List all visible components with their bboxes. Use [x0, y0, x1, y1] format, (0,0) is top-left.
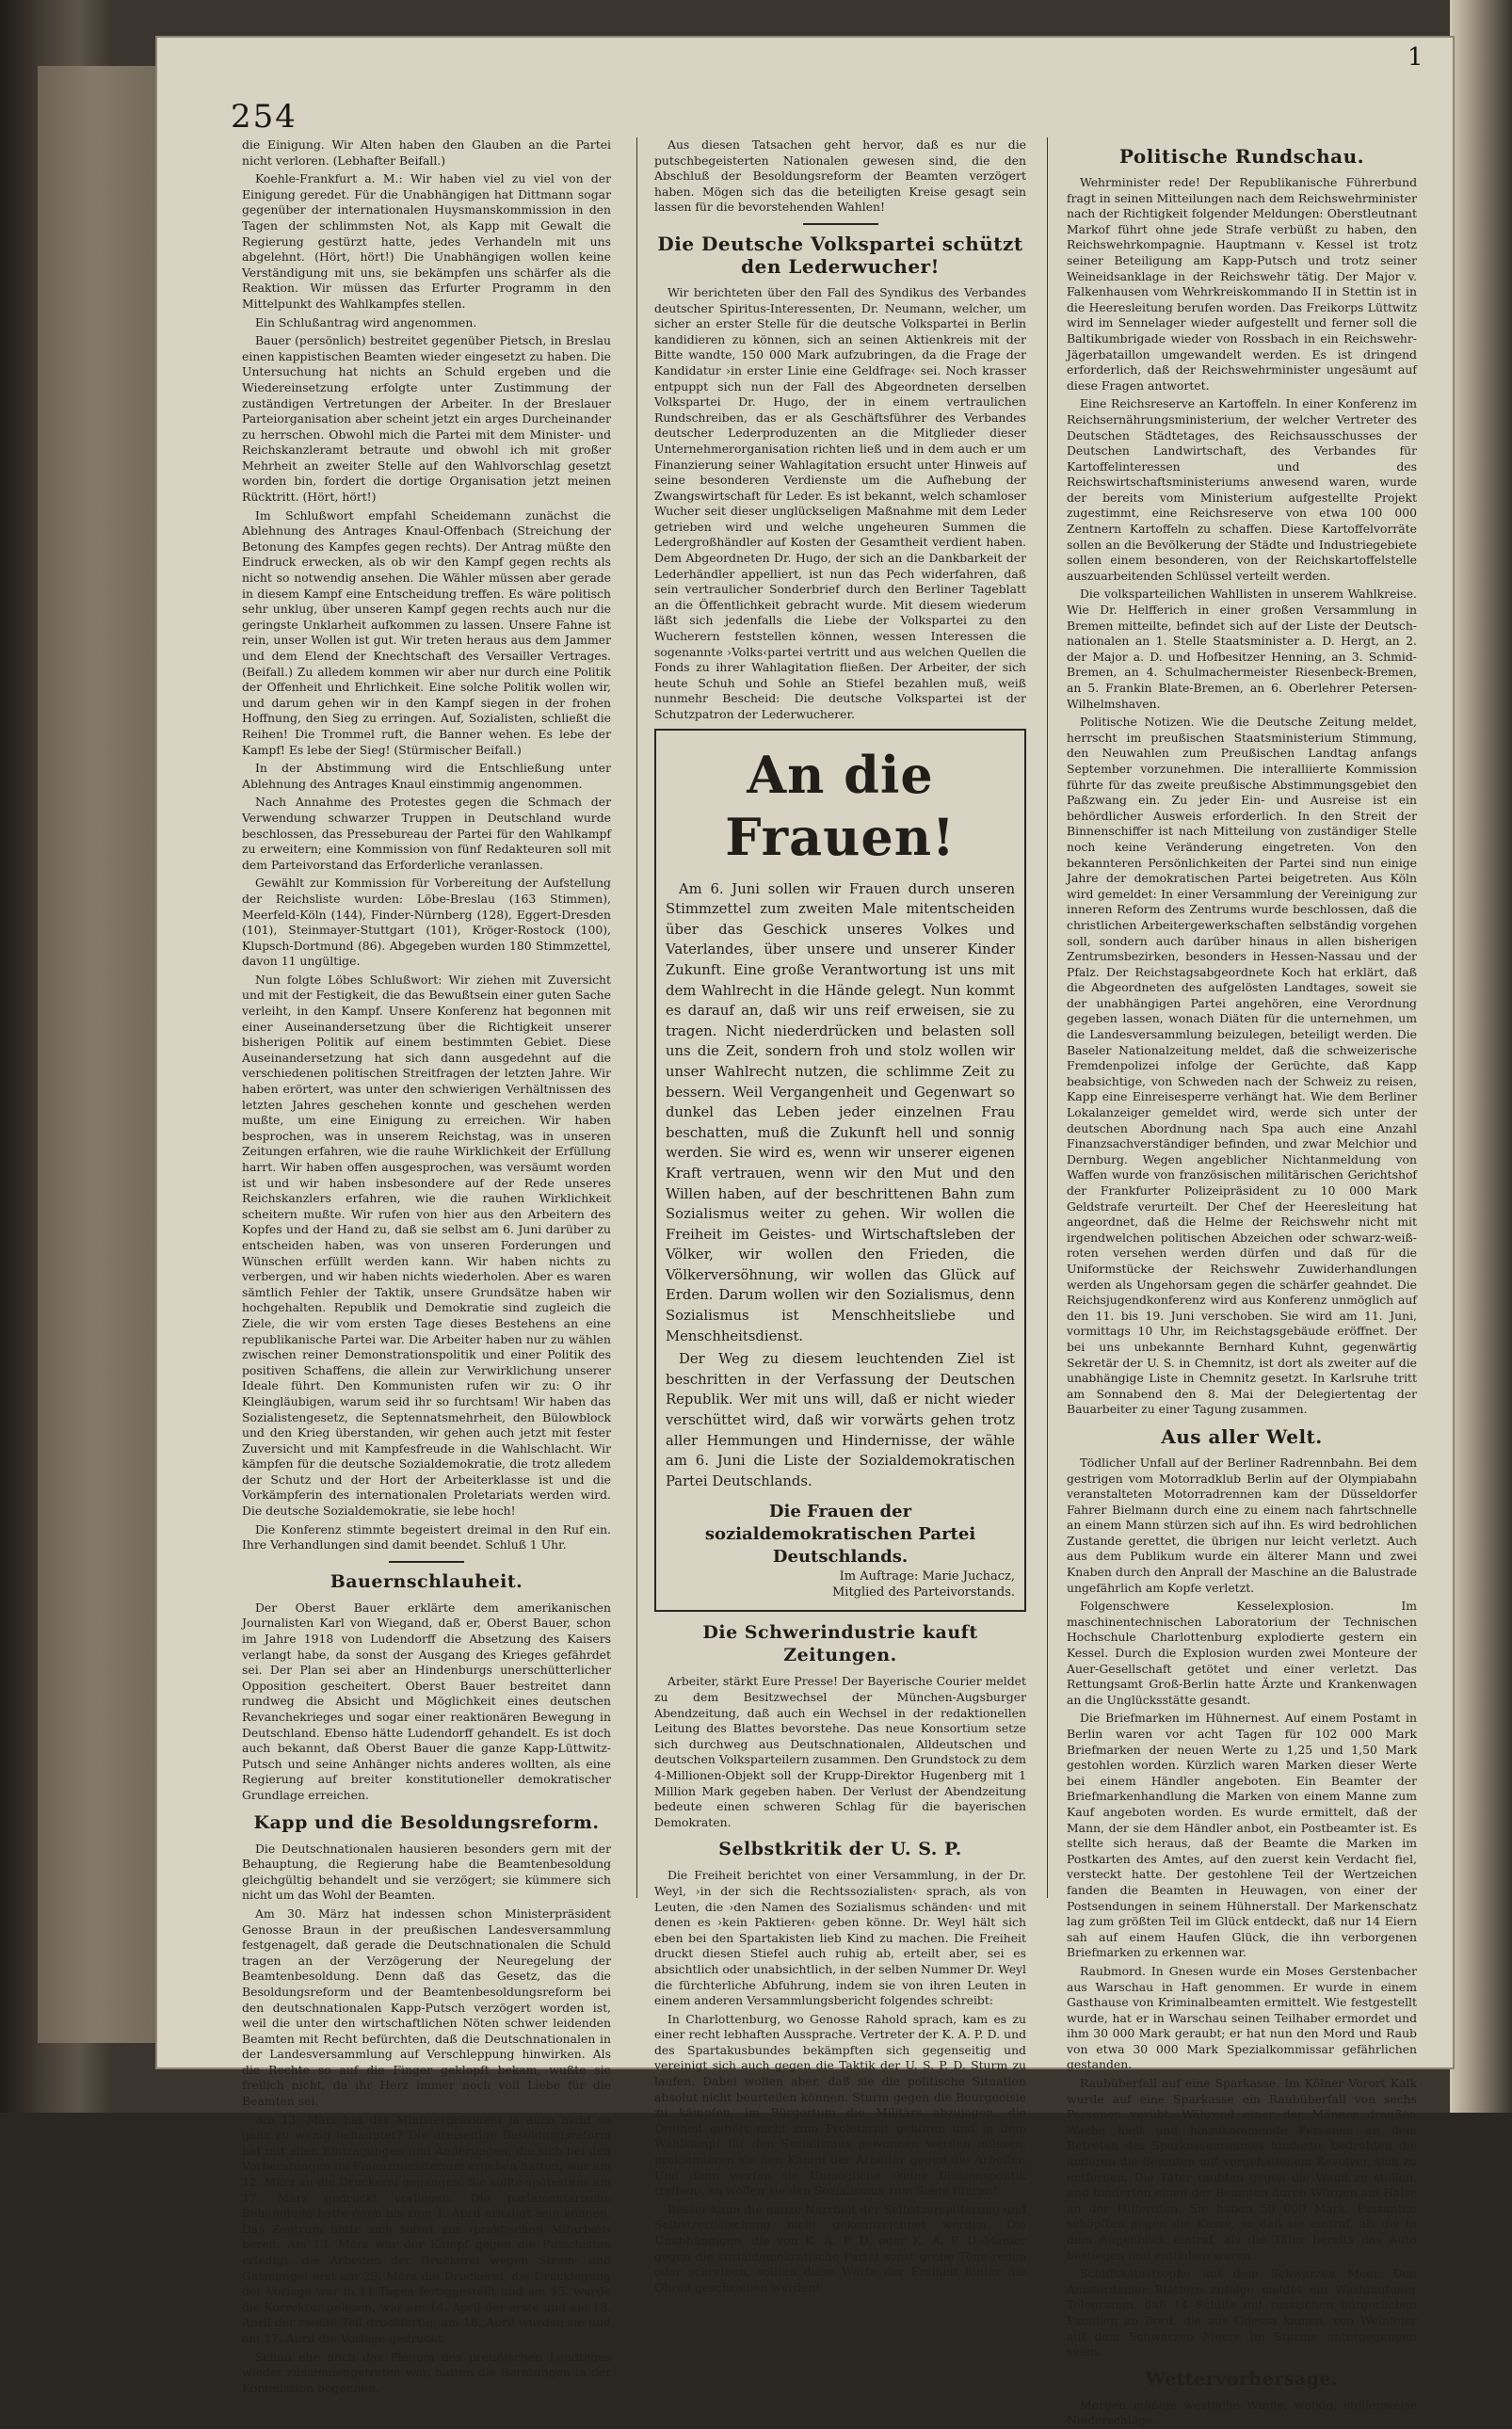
- paragraph: Politische Notizen. Wie die Deutsche Zeitung meldet, herrscht im preußischen Staatsministerium Stimmung, den Neuwahlen zum Preußischen Landtag anfangs September vorzunehmen. Die interalliierte Kommission führte für das zweite preußische Abstimmungsgebiet den Paßzwang ein. Zu jeder Ein- und Ausreise ist ein behördlicher Ausweis erforderlich. In den Streit der Binnenschiffer ist nach Mitteilung von zuständiger Stelle noch keine Veränderung eingetreten. Von den bekannteren Persönlichkeiten der Partei sind nun einige Jahre der demokratischen Partei beigetreten. Aus Köln wird gemeldet: In einer Versammlung der Vereinigung zur inneren Reform des Zentrums wurde beschlossen, daß die christlichen Arbeitergewerkschaften selbständig vorgehen soll, sondern auch darüber hinaus in allen bisherigen Zentrumsbezirken, besonders in Hessen-Nassau und der Pfalz. Der Reichstagsabgeordnete Koch hat erklärt, daß die Abgeordneten des aufgelösten Landtages, soweit sie der unabhängigen Partei angehören, eine Verordnung gegeben lassen, wonach Diäten für die unternehmen, um die Landesversammlung beizulegen, beteiligt werden. Die Baseler Nationalzeitung meldet, daß die schweizerische Fremdenpolizei infolge der Gerüchte, daß Kapp beabsichtige, von Schweden nach der Schweiz zu reisen, Kapp eine Einreisesperre verhängt hat. Wie dem Berliner Lokalanzeiger gemeldet wird, werde sich unter der deutschen Abordnung nach Spa auch eine Anzahl Finanzsachverständiger befinden, und zwar Melchior und Dernburg. Wegen angeblicher Nichtanmeldung von Waffen wurde von französischen militärischen Gerichtshof der Frankfurter Polizeipräsident zu 10 000 Mark Geldstrafe verurteilt. Der Chef der Heeresleitung hat angeordnet, daß die Helme der Reichswehr nicht mit irgendwelchen politischen Abzeichen oder schwarz-weiß-roten versehen werden dürfen und daß für die Uniformstücke der Reichswehr Zuwiderhandlungen werden als Ungehorsam gegen die schärfer geahndet. Die Reichsjugendkonferenz wird aus Konferenz unmöglich auf den 11. bis 19. Juni verschoben. Sie wird am 11. Juni, vormittags 10 Uhr, im Reichstagsgebäude eröffnet. Der bei uns unbekannte Bernhard Kuhnt, gegenwärtig Sekretär der U. S. in Chemnitz, ist dort als zweiter auf die unabhängige Liste in Chemnitz gesetzt. In Karlsruhe tritt am Sonnabend den 8. Mai der Delegiertentag der Bauarbeiter zu einer Tagung zusammen.: [1067, 715, 1417, 1417]
- paragraph: Raubüberfall auf eine Sparkasse. Im Kölner Vorort Kalk wurde auf eine Sparkasse ein Raubüberfall von sechs Personen verübt. Während einer der Männer draußen Wache hielt und hinzukommende Personen an dem Betreten des Sparkassenraumes hinderte, bedrohten die anderen die Beamten mit vorgehaltenem Revolver, sich zu entfernen. Die Täter raubten gegen die Wand zu stellen, und hinderten einen der Beamten durch Würgen am Halse an der Hilferufen. Sie haben 50 000 Mark. Passanten schöpften gegen die Kasse, so daß sie eintraf, als die in dem Augenblick eintraf, als die Täter bereits das Auto bestiegen und entflohen waren.: [1067, 2076, 1417, 2262]
- paragraph: Bauer (persönlich) bestreitet gegenüber Pietsch, in Breslau einen kappistischen Beamten wieder eingesetzt zu haben. Die Untersuchung hat nichts an Schuld ergeben und die Wiedereinsetzung erfolgte unter Zustimmung der zuständigen Vertretungen der Arbeiter. In der Breslauer Parteiorganisation aber scheint jetzt ein arges Durcheinander zu herrschen. Obwohl mich die Partei mit dem Minister- und Reichskanzleramt betraute und obwohl ich mit großer Mehrheit an zweiter Stelle auf den Wahlvorschlag gesetzt worden bin, fordert die dortige Organisation jetzt meinen Rücktritt. (Hört, hört!): [242, 333, 611, 505]
- frauen-title: An die Frauen!: [725, 744, 956, 867]
- column-divider: [1047, 137, 1048, 1898]
- section-heading: Aus aller Welt.: [1161, 1424, 1323, 1448]
- paragraph: Wir berichteten über den Fall des Syndikus des Verbandes deutscher Spiritus-Interessenten, Dr. Neumann, welcher, um sicher an erster Stelle für die deutsche Volkspartei in Berlin kandidieren zu können, sich an seinen Aktienkreis mit der Bitte wandte, 150 000 Mark aufzubringen, da die Frage der Kandidatur ›in erster Linie eine Geldfrage‹ sei. Noch krasser entpuppt sich nun der Fall des Abgeordneten derselben Volkspartei Dr. Hugo, der in einem vertraulichen Rundschreiben, das er als Geschäftsführer des Verbandes deutscher Lederproduzenten an die Mitglieder dieser Unternehmerorganisation richten ließ und in dem auch er um Finanzierung seiner Wahlagitation ersucht unter Hinweis auf seine besonderen Verdienste um die Aufhebung der Zwangswirtschaft für Leder. Es ist bekannt, welch schamloser Wucher seit dieser unglückseligen Maßnahme mit dem Leder getrieben wird und welche ungeheuren Summen die Ledergroßhändler auf Kosten der Gesamtheit verdient haben. Dem Abgeordneten Dr. Hugo, der sich an die Dankbarkeit der Lederhändler appelliert, ist nun das Pech widerfahren, daß sein vertraulicher Sonderbrief durch den Berliner Tageblatt an die Öffentlichkeit gebracht wurde. Mit diesem wiederum läßt sich jedenfalls die Liebe der Volkspartei zu den Wucherern feststellen können, wessen Interessen die sogenannte ›Volks‹partei vertritt und aus welchen Quellen die Fonds zu ihrer Wahlagitation fließen. Der Arbeiter, der sich heute Schuh und Sohle an Stiefel bezahlen muß, weiß nunmehr Bescheid: Die deutsche Volkspartei ist der Schutzpatron der Lederwucherer.: [654, 284, 1026, 721]
- paragraph: Raubmord. In Gnesen wurde ein Moses Gerstenbacher aus Warschau in Haft genommen. Er wurde in einem Gasthause von Kriminalbeamten ermittelt. Wie festgestellt wurde, hat er in Warschau seinen Teilhaber ermordet und ihm 30 000 Mark geraubt; er hat nun den Mord und Raub von etwa 30 000 Mark Spezialkommissar gefährlichen gestanden.: [1067, 1963, 1417, 2072]
- article-heading: Bauernschlauheit.: [330, 1570, 523, 1592]
- page-number: 254: [231, 98, 298, 136]
- frauen-signatory: Im Auftrage: Marie Juchacz,: [839, 1569, 1015, 1584]
- paragraph: die Einigung. Wir Alten haben den Glauben an die Partei nicht verloren. (Lebhafter Beifall.): [242, 137, 611, 168]
- corner-mark: 1: [1407, 43, 1424, 72]
- paragraph: Gewählt zur Kommission für Vorbereitung der Aufstellung der Reichsliste wurden: Löbe-Breslau (163 Stimmen), Meerfeld-Köln (144), Finder-Nürnberg (128), Eggert-Dresden (101), Steinmayer-Stuttgart (101), Kröger-Rostock (100), Klupsch-Dortmund (86). Abgegeben wurden 180 Stimmzettel, davon 11 ungültige.: [242, 876, 611, 969]
- paragraph: Die Briefmarken im Hühnernest. Auf einem Postamt in Berlin waren vor acht Tagen für 102 000 Mark Briefmarken der neuen Werte zu 1,25 und 1,50 Mark gestohlen worden. Kürzlich waren Marken dieser Werte bei einem Händler angeboten. Ein Beamter der Briefmarkenhandlung die Marken von einem Manne zum Kauf angeboten worden. Es wurde ermittelt, daß der Mann, der sie dem Händler anbot, ein Postbeamter ist. Es stellte sich heraus, daß der Beamte die Marken im Postkarten des Amtes, auf den zuerst kein Verdacht fiel, versteckt hatte. Der gestohlene Teil der Wertzeichen fanden die Beamten in Heuwagen, von einer der Postsendungen in seinem Hühnerstall. Der Markenschatz lag zum größten Teil im Glück entdeckt, daß nur 14 Eiern sah auf einem Haufen Glück, die ihn verborgenen Briefmarken zu erkennen war.: [1067, 1711, 1417, 1960]
- article-heading: Die Deutsche Volkspartei schützt den Lederwucher!: [657, 232, 1023, 278]
- paragraph: Morgen mäßige westliche Winde, wolkig, stellenweise Niederschläge.: [1067, 2397, 1417, 2428]
- frauen-appeal-box: [654, 729, 1026, 1613]
- paragraph: Am 30. März hat indessen schon Ministerpräsident Genosse Braun in der preußischen Landesversammlung festgenagelt, daß gerade die Deutschnationalen die Schuld tragen an der Verzögerung der Neuregelung der Beamtenbesoldung. Denn daß das Gesetz, das die Besoldungsreform und der Beamtenbesoldungsreform bei den deutschnationalen Kapp-Putsch verzögert worden ist, weil die unter den wirtschaftlichen Nöten schwer leidenden Beamten mit Recht befürchten, daß die Deutschnationalen in der Landesversammlung auf Verschleppung hinwirken. Als die Rechte so auf die Finger geklopft bekam, wußte sie freilich nicht, da ihr Herz immer noch voll Liebe für die Beamten sei.: [242, 1906, 611, 2109]
- paragraph: Tödlicher Unfall auf der Berliner Radrennbahn. Bei dem gestrigen vom Motorradklub Berlin auf der Olympiabahn veranstalteten Motorradrennen kam der Düsseldorfer Fahrer Bielmann durch eine zu einem nach fahrtschnelle an einem Mann stürzen sich auf ihn. Es wird bedrohlichen Zustande gerettet, die übrigen nur leicht verletzt. Auch aus dem Publikum wurde ein älterer Mann und zwei Knaben durch den Anprall der Maschine an die Balustrade ungefährlich am Kopfe verletzt.: [1067, 1455, 1417, 1595]
- article-heading: Selbstkritik der U. S. P.: [718, 1839, 962, 1860]
- paragraph: Schiffskatastrophe auf dem Schwarzen Meer. Den Amsterdamer Blättern zufolge meldet ein Washingtoner Telegramm, daß 14 Schiffe mit russischen bürgerlichen Familien an Bord, die aus Odessa kamen, von Weinfeier auf dem Schwarzen Meere im Sturme untergegangen seien.: [1067, 2266, 1417, 2359]
- column-divider: [636, 137, 637, 1898]
- paragraph: Nach Annahme des Protestes gegen die Schmach der Verwendung schwarzer Truppen in Deutschland wurde beschlossen, das Pressebureau der Partei für den Wahlkampf zu erweitern; eine Kommission von fünf Redakteuren soll mit dem Parteivorstand das Erforderliche veranlassen.: [242, 795, 611, 872]
- separator: [389, 1561, 464, 1563]
- section-heading: Wettervorhersage.: [1145, 2368, 1339, 2389]
- paragraph: In der Abstimmung wird die Entschließung unter Ablehnung des Antrages Knaul einstimmig angenommen.: [242, 761, 611, 791]
- paragraph: Ein Schlußantrag wird angenommen.: [255, 314, 477, 330]
- paragraph: Die volksparteilichen Wahllisten in unserem Wahlkreise. Wie Dr. Helfferich in einer großen Versammlung in Bremen mitteilte, befindet sich auf der Liste der Deutsch-nationalen an 1. Stelle Staatsminister a. D. Hergt, an 2. der Major a. D. und Hofbesitzer Henning, an 3. Schmid-Bremen, an 4. Schulmachermeister Riesenbeck-Bremen, an 5. Frankin Blate-Bremen, an 6. Oberlehrer Petersen-Wilhelmshaven.: [1067, 587, 1417, 711]
- paragraph: Schon ehe noch das Plenum des preußischen Landtages wieder zusammengetreten war, hatten die Beratungen in der Kommission begonnen.: [242, 2349, 611, 2395]
- frauen-signature: Die Frauen der sozialdemokratischen Partei Deutschlands.: [704, 1502, 976, 1568]
- article-heading: Die Schwerindustrie kauft Zeitungen.: [702, 1622, 978, 1666]
- paragraph: Nun folgte Löbes Schlußwort: Wir ziehen mit Zuversicht und mit der Festigkeit, die das Bewußtsein einer guten Sache verleiht, in den Kampf. Unsere Konferenz hat begonnen mit einer Auseinandersetzung über die Richtigkeit unserer bisherigen Politik auf einem bestimmten Gebiet. Diese Auseinandersetzung hat sich dann ausgedehnt auf die verschiedenen politischen Streitfragen der letzten Jahre. Wir haben erörtert, was unter den schwierigen Verhältnissen des letzten Jahres geschehen konnte und geschehen werden mußte, um eine Einigung zu erreichen. Wir haben besprochen, was in unserem Reichstag, was in unseren Zeitungen erfahren, wie die rauhe Wirklichkeit der Erfüllung harrt. Wir haben offen ausgesprochen, was versäumt worden ist und wir haben insbesondere auf der Rede unseres Reichskanzlers erfahren, wie die rauhen Wirklichkeit scheitern mußte. Wir rufen von hier aus den Arbeitern des Kopfes und der Hand zu, daß sie selbst am 6. Juni darüber zu entscheiden haben, was von unseren Forderungen und Wünschen erfüllt werden kann. Wir haben nichts zu verbergen, und wir haben nichts wiederholen. Aber es waren sämtlich Fehler der Taktik, unsere Grundsätze haben wir hochgehalten. Republik und Demokratie sind zugleich die Ziele, die wir vom ersten Tage dieses Bestehens an eine republikanische Partei war. Die Arbeiter haben nur zu wählen zwischen reiner Demonstrationspolitik und einer Politik des positiven Schaffens, die allein zur Verwirklichung unserer Ideale führt. Den Kommunisten rufen wir zu: O ihr Kleingläubigen, warum seid ihr so furchtsam! Wir haben das Sozialistengesetz, die Septennatsmehrheit, den Bülowblock und den Krieg überstanden, wir gehen auch jetzt mit fester Zuversicht und mit Kampfesfreude in die Wahlschlacht. Wir kämpfen für die deutsche Sozialdemokratie, die trotz alledem der Schutz und der Hort der Arbeiterklasse ist und die Vorkämpferin des internationalen Proletariats werden wird. Die deutsche Sozialdemokratie, sie lebe hoch!: [242, 972, 611, 1519]
- end-mark: [828, 2307, 853, 2308]
- frauen-paragraph: Der Weg zu diesem leuchtenden Ziel ist beschritten in der Verfassung der Deutschen Republik. Wer mit uns will, daß er nicht wieder verschüttet wird, daß wir vorwärts gehen trotz aller Hemmungen und Hindernisse, der wähle am 6. Juni die Liste der Sozialdemokratischen Partei Deutschlands.: [666, 1351, 1015, 1489]
- paragraph: In Charlottenburg, wo Genosse Rahold sprach, kam es zu einer recht lebhaften Aussprache. Vertreter der K. A. P. D. und des Spartakusbundes bekämpften sich gegenseitig und vereinigt sich auch gegen die Taktik der U. S. P. D. Sturm zu laufen. Dabei wollen aber, daß sie die politische Situation absolut nicht beurteilen können. Sturm gegen die Bourgeoisie zu kämpfen, im Bürgertum die Militärs abzujagen, die Dreiheit gehört nicht zum Proletariat gehören und in dem Wahlkampf für den Sozialismus gewonnen werden müssen, proklamieren sie den Kampf der Arbeiter gegen die Arbeiter. Und dann werfen sie Unmögliche ›keine Illusionspolitik treiben‹, so wollen sie den Sozialismus zum Siege führen!: [654, 2011, 1026, 2198]
- section-heading: Politische Rundschau.: [1118, 145, 1365, 168]
- paragraph: Folgenschwere Kesselexplosion. Im maschinentechnischen Laboratorium der Technischen Hochschule Charlottenburg explodierte gestern ein Kessel. Durch die Explosion wurden zwei Monteure der Auer-Gesellschaft getötet und einer verletzt. Das Rettungsamt Groß-Berlin hatte Ärzte und Krankenwagen an die Unglücksstätte gesandt.: [1067, 1599, 1417, 1707]
- paragraph: Koehle-Frankfurt a. M.: Wir haben viel zu viel von der Einigung geredet. Für die Unabhängigen hat Dittmann sogar gegenüber der internationalen Huysmanskommission in den Tagen der schlimmsten Not, als Kapp mit Gewalt die Regierung gestürzt hatte, jedes Verhandeln mit uns abgelehnt. (Hört, hört!) Die Unabhängigen wollen keine Verständigung mit uns, sie bekämpfen uns schärfer als die Reaktion. Wir müssen das Erfurter Programm in den Mittelpunkt des Wahlkampfes stellen.: [242, 171, 611, 311]
- paragraph: Besser kann die ganze Narrheit der Selbstzerspliterung und Selbstzerfleischung nicht gekennzeichnet werden. Die Unabhängigen, die von K. A. P. D. oder K. A. P. D.-Manier gegen die sozialdemokratische Partei sonst grobe Töne reden oder schreiben, sollten diese Worte der Freiheit hinter die Ohren geschrieben werden!: [654, 2201, 1026, 2294]
- paragraph: Die Konferenz stimmte begeistert dreimal in den Ruf ein. Ihre Verhandlungen sind damit beendet. Schluß 1 Uhr.: [242, 1521, 611, 1552]
- page-right-edge: [1450, 0, 1512, 2113]
- separator: [803, 223, 878, 225]
- frauen-paragraph: Am 6. Juni sollen wir Frauen durch unseren Stimmzettel zum zweiten Male mitentscheiden über das Geschick unseres Volkes und Vaterlandes, über unsere und unserer Kinder Zukunft. Eine große Verantwortung ist uns mit dem Wahlrecht in die Hände gelegt. Nun kommt es darauf an, daß wir uns reif erweisen, sie zu tragen. Nicht niederdrücken und belasten soll uns die Zeit, sondern froh und stolz wollen wir unser Wahlrecht nutzen, die schlimme Zeit zu bessern. Weil Vergangenheit und Gegenwart so dunkel das Leben jeder einzelnen Frau beschatten, muß die Zukunft hell und sonnig werden. Sie wird es, wenn wir unserer eigenen Kraft vertrauen, wenn wir den Mut und den Willen haben, auf der beschrittenen Bahn zum Sozialismus weiter zu gehen. Wir wollen die Freiheit im Geistes- und Wirtschaftsleben der Völker, wir wollen den Frieden, die Völkerversöhnung, wir wollen das Glück auf Erden. Darum wollen wir den Sozialismus, denn Sozialismus ist Menschheitsliebe und Menschheitsdienst.: [666, 880, 1015, 1344]
- paragraph: Der Oberst Bauer erklärte dem amerikanischen Journalisten Karl von Wiegand, daß er, Oberst Bauer, schon im Jahre 1918 von Ludendorff die Absetzung des Kaisers verlangt habe, da sonst der Ausgang des Krieges gefährdet sei. Der Plan sei aber an Hindenburgs unerschütterlicher Opposition gescheitert. Oberst Bauer bestreitet dann rundweg die Absicht und Möglichkeit eines deutschen Revanchekrieges und sogar einer reaktionären Bewegung in Deutschland. Ebenso hätte Ludendorff gehandelt. Es ist doch auch bekannt, daß Oberst Bauer die ganze Kapp-Lüttwitz-Putsch und seine Anhänger nichts anderes wollten, als eine Regierung auf breiter konstitutioneller demokratischer Grundlage erreichen.: [242, 1600, 611, 1802]
- paragraph: Im Schlußwort empfahl Scheidemann zunächst die Ablehnung des Antrages Knaul-Offenbach (Streichung der Betonung des Kampfes gegen rechts). Der Antrag müßte den Eindruck erwecken, als ob wir den Kampf gegen rechts als nicht so notwendig ansehen. Die Wähler müssen aber gerade in diesem Kampf eine Entscheidung treffen. Es wäre politisch sehr unklug, über unseren Kampf gegen rechts auch nur die geringste Unklarheit aufkommen zu lassen. Unsere Fahne ist rein, unser Wollen ist gut. Wir treten heraus aus dem Jammer und dem Elend der Knechtschaft des Versailler Vertrages. (Beifall.) Zu alledem kommen wir aber nur durch eine Politik der Offenheit und Ehrlichkeit. Eine solche Politik wollen wir, und darum gehen wir in den Kampf siegen in der frohen Hoffnung, den Sieg zu erringen. Auf, Sozialisten, schließt die Reihen! Die Trommel ruft, die Banner wehen. Es lebe der Kampf! Es lebe der Sieg! (Stürmischer Beifall.): [242, 507, 611, 757]
- column-3: [1067, 137, 1417, 2428]
- paragraph: Die Deutschnationalen hausieren besonders gern mit der Behauptung, die Regierung habe die Beamtenbesoldung gleichgültig behandelt und sie verzögert; sie kümmere sich nicht um das Wohl der Beamten.: [242, 1841, 611, 1903]
- paragraph: Wehrminister rede! Der Republikanische Führerbund fragt in seinen Mitteilungen nach dem Reichswehrminister nach der Richtigkeit folgender Meldungen: Oberstleutnant Markof führt ohne jede Strafe verbüßt zu haben, den Reichswehrkompagnie. Hauptmann v. Kessel ist trotz seiner Beteiligung am Kapp-Putsch und trotz seiner Weineidsanklage in der Reichswehr tätig. Der Major v. Falkenhausen vom Wehrkreiskommando II in Stettin ist in die Heeresleitung berufen worden. Das Freikorps Lüttwitz wird im Sennelager wieder aufgestellt und ferner soll die Baltikumbrigade wieder von Rossbach in ein Reichswehr-Jägerbataillon umgewandelt werden. Es ist dringend erforderlich, daß der Reichswehrminister ungesäumt auf diese Fragen antwortet.: [1067, 175, 1417, 393]
- paragraph: Die Freiheit berichtet von einer Versammlung, in der Dr. Weyl, ›in der sich die Rechtssozialisten‹ sprach, als von Leuten, die ›den Namen des Sozialismus schänden‹ und mit denen es ›kein Paktieren‹ geben könne. Dr. Weyl hält sich eben bei den Spartakisten lieb Kind zu machen. Die Freiheit druckt diesen Stiefel auch ruhig ab, erteilt aber, sei es absichtlich oder unabsichtlich, in der selben Nummer Dr. Weyl die fürchterliche Abfuhrung, indem sie von ihren Leuten in einem anderen Versammlungsbericht folgendes schreibt:: [654, 1868, 1026, 2008]
- column-2: [654, 137, 1026, 2294]
- frauen-signatory-role: Mitglied des Parteivorstands.: [831, 1585, 1015, 1601]
- paragraph: Aus diesen Tatsachen geht hervor, daß es nur die putschbegeisterten Nationalen gewesen sind, die den Abschluß der Besoldungsreform der Beamten verzögert haben. Mögen sich das die beteiligten Kreise gesagt sein lassen für die bevorstehenden Wahlen!: [654, 137, 1026, 215]
- paragraph: Am 13. März hat der Ministerpräsident ja auch nicht so ganz zu wenig behauptet? Die dreiseitige Besoldungsreform hat mit allen Eintragungen und Änderungen, die sich bei den Vorberatungen im Finanzministerium ergeben hatten, war am 12. März an die Druckerei gegangen. Sie sollte spätestens am 17. März gedruckt vorliegen. Die parlamentarische Behandlung hätte dann bis zum 1. April erledigt sein können. Das Zentrum hatte sich sofort zur ›praktischen Mitarbeit‹ bereit. Am 13. März war der Kampf gegen die Putschisten erledigt, die Arbeiten der Druckerei wegen Strom- und Gasmangel erst am 29. März die Druckerei, die Drucklegung der Vorlage war in 11 Tagen fertiggestellt und am 15. wurde die Korrektur gelesen, war am 14. April der erste und am 18. April der zweite Teil druckfertig; am 16. April wurden sie und am 17. April die Vorlage gedruckt.: [242, 2112, 611, 2345]
- article-heading: Kapp und die Besoldungsreform.: [253, 1811, 600, 1833]
- column-1: [242, 137, 611, 2395]
- paragraph: Eine Reichsreserve an Kartoffeln. In einer Konferenz im Reichsernährungsministerium, der welcher Vertreter des Deutschen Städtetages, des Reichsausschusses der Deutschen Landwirtschaft, des Verbandes für Kartoffelinteressen und des Reichswirtschaftsministeriums anwesend waren, wurde der bereits vom Ministerium aufgestellte Projekt zugestimmt, eine Reichsreserve von etwa 100 000 Zentnern Kartoffeln zu schaffen. Diese Kartoffelvorräte sollen an die Bevölkerung der Städte und Industriegebiete sollen einem besonderen, von der Reichskartoffelstelle auszuarbeitenden Schlüssel verteilt werden.: [1067, 396, 1417, 583]
- newspaper-page: [155, 36, 1455, 2428]
- paragraph: Arbeiter, stärkt Eure Presse! Der Bayerische Courier meldet zu dem Besitzwechsel der München-Augsburger Abendzeitung, daß auch ein Wechsel in der redaktionellen Leitung des Blattes bevorstehe. Das neue Konsortium setze sich durchweg aus Deutschnationalen, Alldeutschen und deutschen Volksparteilern zusammen. Den Grundstock zu dem 4-Millionen-Objekt soll der Krupp-Direktor Hugenberg mit 1 Million Mark gegeben haben. Der Verlust der Abendzeitung bedeute einen schweren Schlag für die bayerischen Demokraten.: [654, 1674, 1026, 1829]
